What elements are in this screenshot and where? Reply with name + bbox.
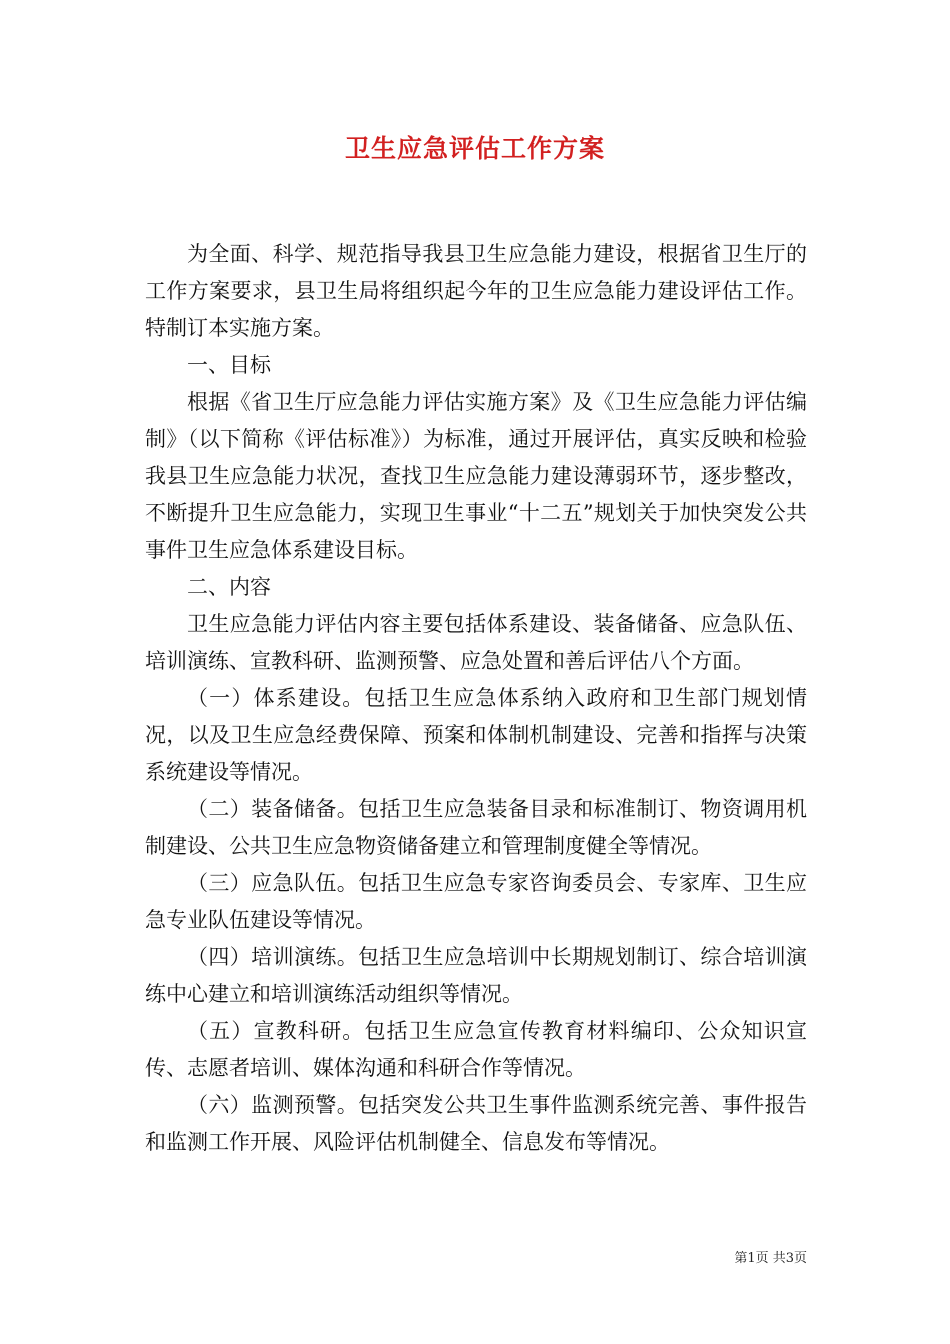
- section-heading-goal: 一、目标: [187, 353, 271, 377]
- paragraph-item-2: （二）装备储备。包括卫生应急装备目录和标准制订、物资调用机制建设、公共卫生应急物资储备建立和管理制度健全等情况。: [145, 797, 807, 858]
- page-number: 第1页 共3页: [734, 1251, 807, 1266]
- section-heading-content: 二、内容: [187, 575, 271, 599]
- document-body: [145, 236, 807, 1161]
- paragraph-item-3: （三）应急队伍。包括卫生应急专家咨询委员会、专家库、卫生应急专业队伍建设等情况。: [145, 871, 807, 932]
- paragraph-content-summary: 卫生应急能力评估内容主要包括体系建设、装备储备、应急队伍、培训演练、宣教科研、监测预警、应急处置和善后评估八个方面。: [145, 612, 807, 673]
- paragraph-item-4: （四）培训演练。包括卫生应急培训中长期规划制订、综合培训演练中心建立和培训演练活动组织等情况。: [145, 945, 807, 1006]
- page-title: 卫生应急评估工作方案: [344, 134, 605, 163]
- paragraph-intro: 为全面、科学、规范指导我县卫生应急能力建设，根据省卫生厅的工作方案要求，县卫生局将组织起今年的卫生应急能力建设评估工作。特制订本实施方案。: [145, 242, 807, 340]
- paragraph-item-1: （一）体系建设。包括卫生应急体系纳入政府和卫生部门规划情况，以及卫生应急经费保障、预案和体制机制建设、完善和指挥与决策系统建设等情况。: [145, 686, 807, 784]
- paragraph-goal: 根据《省卫生厅应急能力评估实施方案》及《卫生应急能力评估编制》（以下简称《评估标准》）为标准，通过开展评估，真实反映和检验我县卫生应急能力状况，查找卫生应急能力建设薄弱环节，逐步整改，不断提升卫生应急能力，实现卫生事业“十二五”规划关于加快突发公共事件卫生应急体系建设目标。: [145, 390, 807, 562]
- paragraph-item-5: （五）宣教科研。包括卫生应急宣传教育材料编印、公众知识宣传、志愿者培训、媒体沟通和科研合作等情况。: [145, 1019, 807, 1080]
- paragraph-item-6: （六）监测预警。包括突发公共卫生事件监测系统完善、事件报告和监测工作开展、风险评估机制健全、信息发布等情况。: [145, 1093, 807, 1154]
